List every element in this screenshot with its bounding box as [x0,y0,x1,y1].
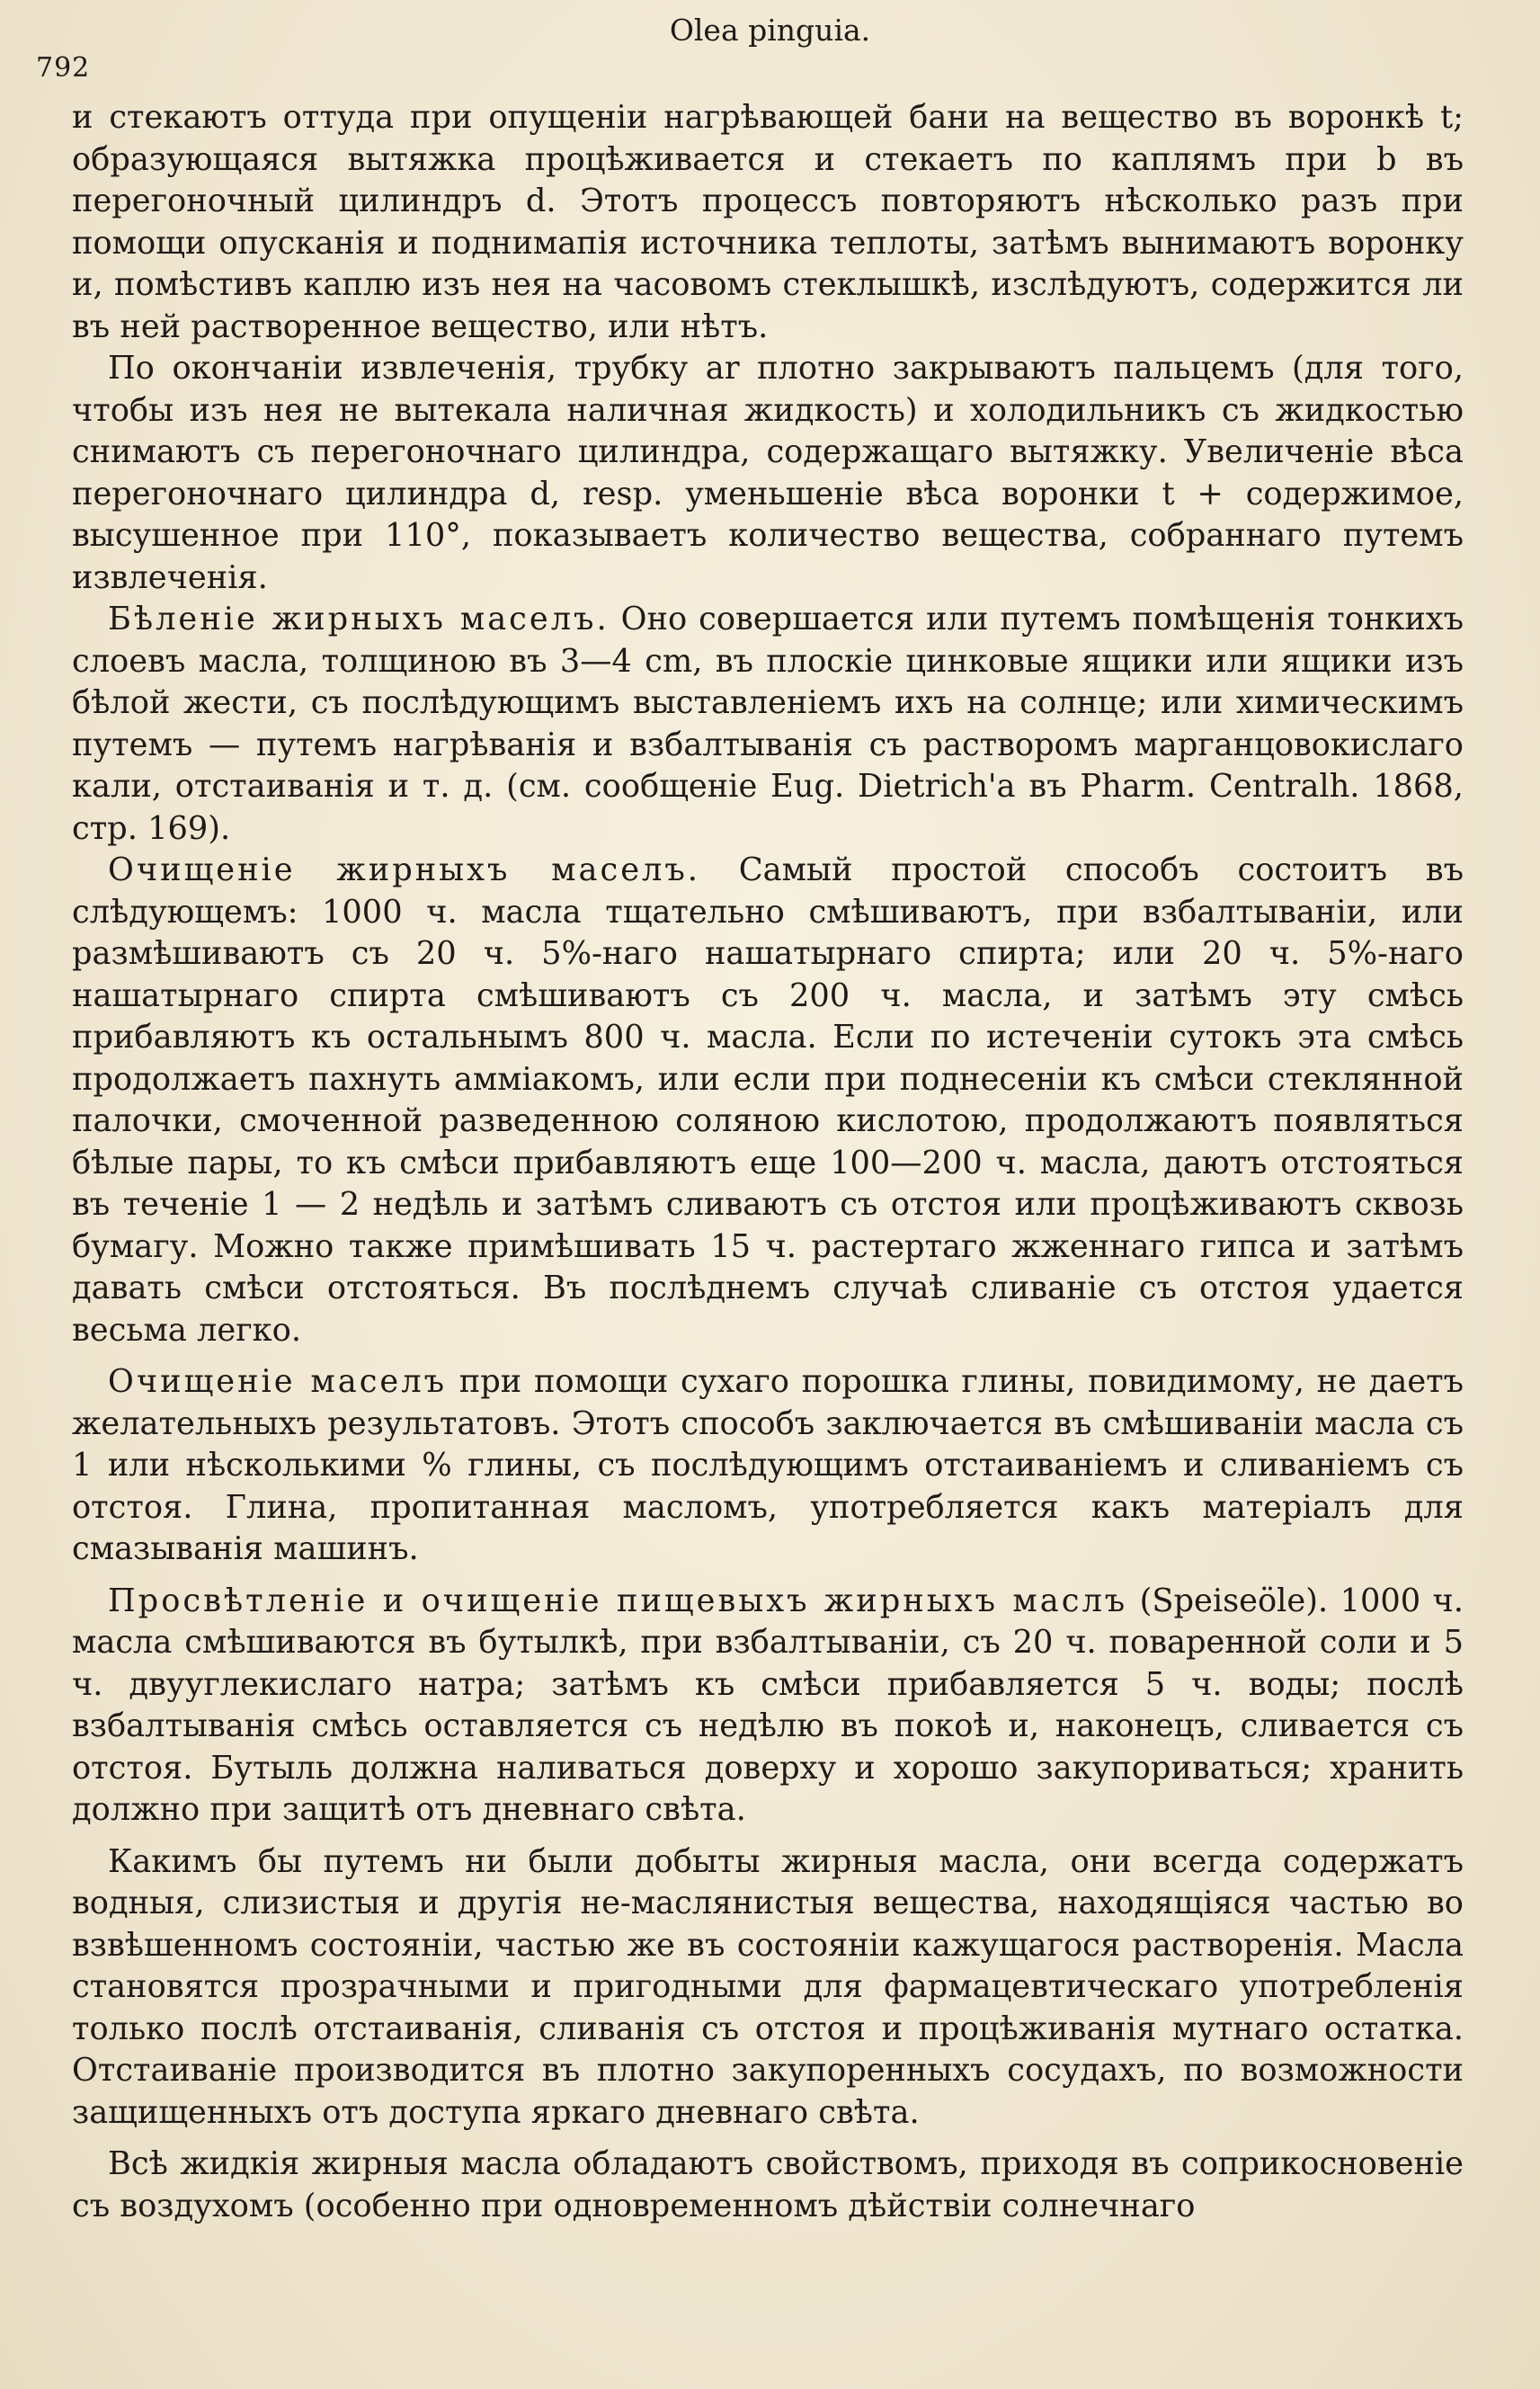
paragraph-5-text: при помощи сухаго порошка глины, повидимому, не даетъ желательныхъ результатовъ. Этотъ способъ заключается въ смѣшиваніи масла съ 1 или нѣсколькими % глины, съ послѣдующимъ отстаиваніемъ и сливаніемъ съ отстоя. Глина, пропитанная масломъ, употребляется какъ матеріалъ для смазыванія машинъ. [72,1363,1464,1567]
running-title: Olea pinguia. [669,13,871,48]
paragraph-8: Всѣ жидкія жирныя масла обладаютъ свойствомъ, приходя въ соприкосновеніе съ воздухомъ (особенно при одновременномъ дѣйствіи солнечнаго [72,2145,1464,2224]
paragraph-2: По окончаніи извлеченія, трубку ar плотно закрываютъ пальцемъ (для того, чтобы изъ нея не вытекала наличная жидкость) и холодильникъ съ жидкостью снимаютъ съ перегоночнаго цилиндра, содержащаго вытяжку. Увеличеніе вѣса перегоночнаго цилиндра d, resp. уменьшеніе вѣса воронки t + содержимое, высушенное при 110°, показываетъ количество вещества, собраннаго путемъ извлеченія. [72,350,1464,596]
paragraph-3-text: Оно совершается или путемъ помѣщенія тонкихъ слоевъ масла, толщиною въ 3—4 cm, въ плоскіе цинковые ящики или ящики изъ бѣлой жести, съ послѣдующимъ выставленіемъ ихъ на солнце; или химическимъ путемъ — путемъ нагрѣванія и взбалтыванія съ растворомъ марганцовокислаго кали, отстаиванія и т. д. (см. сообщеніе Eug. Dietrich'a въ Pharm. Centralh. 1868, стр. 169). [72,601,1464,847]
section-heading-food-oils: Просвѣтленіе и очищеніе пищевыхъ жирныхъ маслъ [108,1582,1128,1619]
paragraph-7: Какимъ бы путемъ ни были добыты жирныя масла, они всегда содержатъ водныя, слизистыя и другія не-маслянистыя вещества, находящіяся частью во взвѣшенномъ состояніи, частью же въ состояніи кажущагося растворенія. Масла становятся прозрачными и пригодными для фармацевтическаго употребленія только послѣ отстаиванія, сливанія съ отстоя и процѣживанія мутнаго остатка. Отстаиваніе производится въ плотно закупоренныхъ сосудахъ, по возможности защищенныхъ отъ доступа яркаго дневнаго свѣта. [72,1842,1464,2131]
paragraph-6 [72,1581,1464,1832]
body-text [72,97,1464,2227]
section-heading-clay-purification: Очищеніе маселъ [108,1363,448,1400]
paragraph-1: и стекаютъ оттуда при опущеніи нагрѣвающей бани на вещество въ воронкѣ t; образующаяся вытяжка процѣживается и стекаетъ по каплямъ при b въ перегоночный цилиндръ d. Этотъ процессъ повторяютъ нѣсколько разъ при помощи опусканія и поднимапія источника теплоты, затѣмъ вынимаютъ воронку и, помѣстивъ каплю изъ нея на часовомъ стеклышкѣ, изслѣдуютъ, содержится ли въ ней растворенное вещество, или нѣтъ. [72,99,1464,345]
section-heading-purification: Очищеніе жирныхъ маселъ. [108,851,700,888]
paragraph-3 [72,599,1464,850]
paragraph-4 [72,850,1464,1351]
paragraph-6-text: (Speiseöle). 1000 ч. масла смѣшиваются въ бутылкѣ, при взбалтываніи, съ 20 ч. поваренной соли и 5 ч. двууглекислаго натра; затѣмъ къ смѣси прибавляется 5 ч. воды; послѣ взбалтыванія смѣсь оставляется съ недѣлю въ покоѣ и, наконецъ, сливается съ отстоя. Бутыль должна наливаться доверху и хорошо закупориваться; хранить должно при защитѣ отъ дневнаго свѣта. [72,1582,1464,1828]
paragraph-4-text: Самый простой способъ состоитъ въ слѣдующемъ: 1000 ч. масла тщательно смѣшиваютъ, при взбалтываніи, или размѣшиваютъ съ 20 ч. 5%-наго нашатырнаго спирта; или 20 ч. 5%-наго нашатырнаго спирта смѣшиваютъ съ 200 ч. масла, и затѣмъ эту смѣсь прибавляютъ къ остальнымъ 800 ч. масла. Если по истеченіи сутокъ эта смѣсь продолжаетъ пахнуть амміакомъ, или если при поднесеніи къ смѣси стеклянной палочки, смоченной разведенною соляною кислотою, продолжаютъ появляться бѣлые пары, то къ смѣси прибавляютъ еще 100—200 ч. масла, даютъ отстояться въ теченіе 1 — 2 недѣль и затѣмъ сливаютъ съ отстоя или процѣживаютъ сквозь бумагу. Можно также примѣшивать 15 ч. растертаго жженнаго гипса и затѣмъ давать смѣси отстояться. Въ послѣднемъ случаѣ сливаніе съ отстоя удается весьма легко. [72,851,1464,1349]
paragraph-5 [72,1361,1464,1571]
section-heading-bleaching: Бѣленіе жирныхъ маселъ. [108,601,610,637]
page-number: 792 [36,52,91,84]
